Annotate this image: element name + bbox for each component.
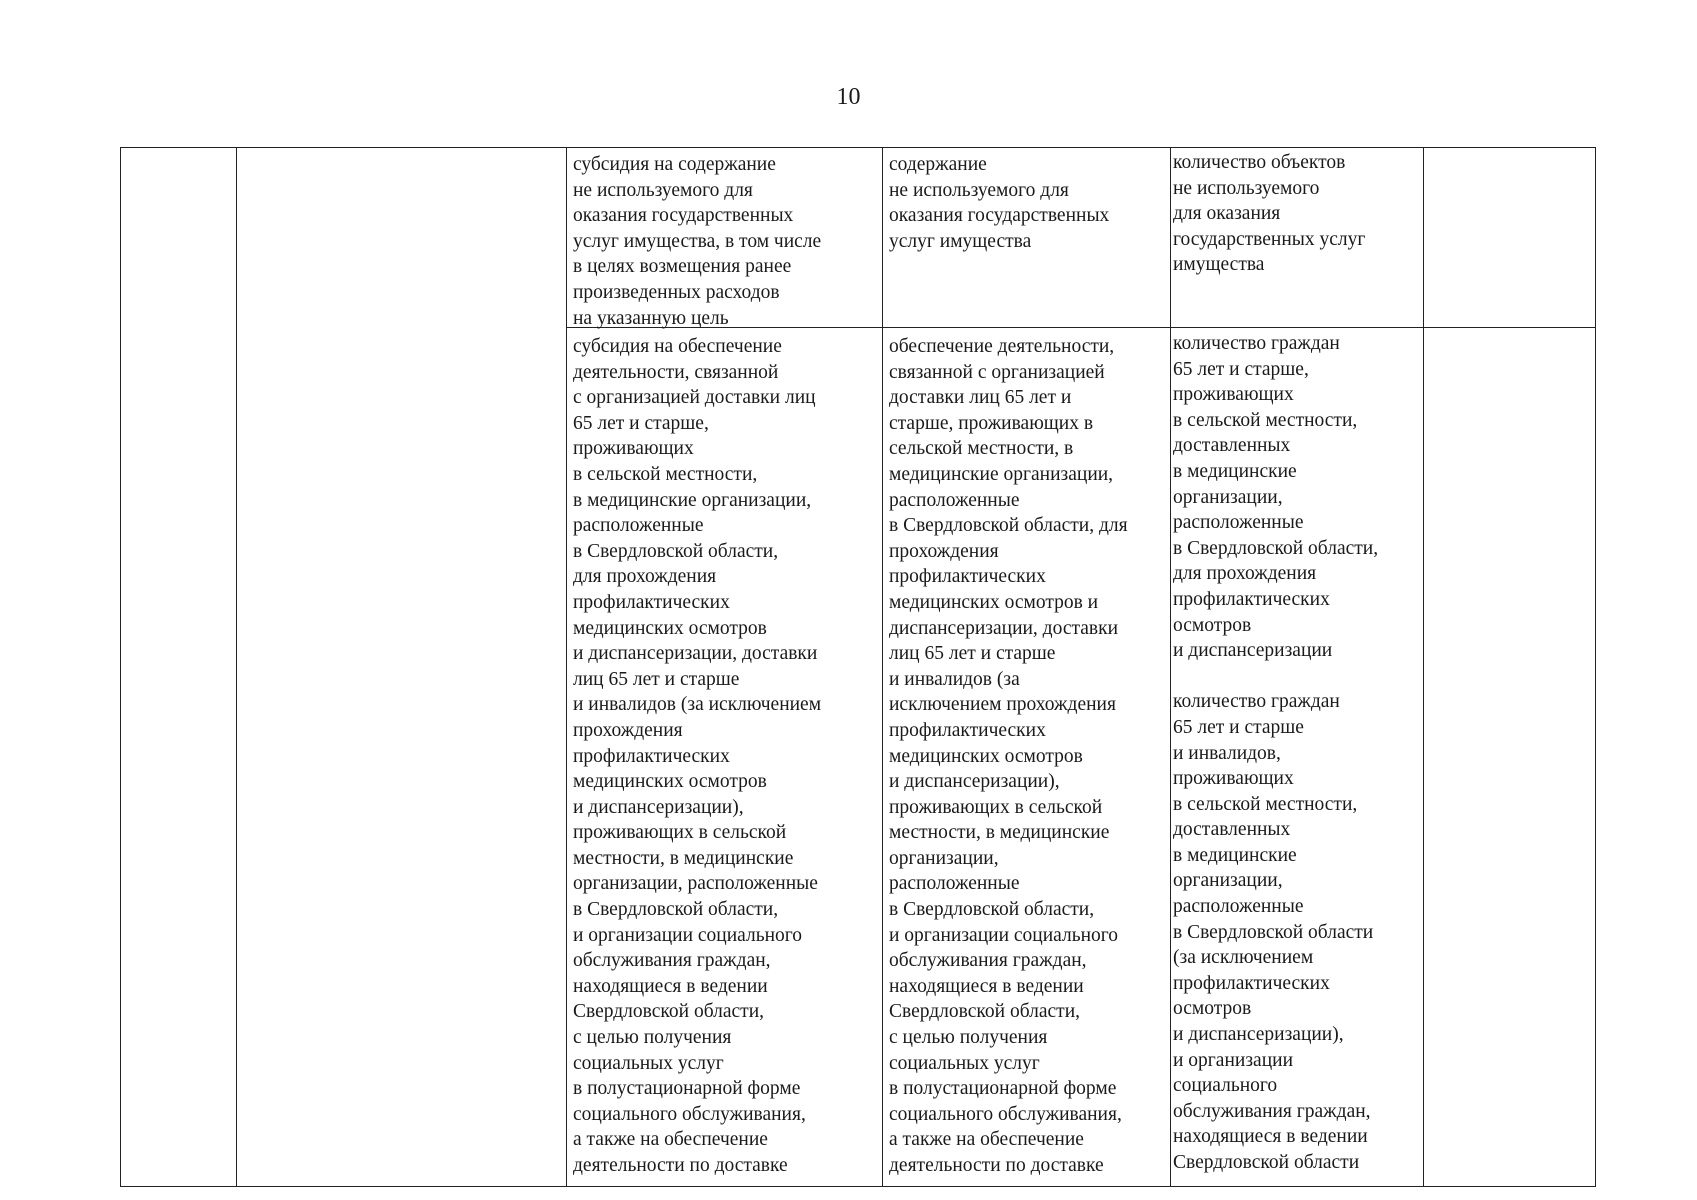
table-cell-indicator: количество граждан 65 лет и старше, проживающих в сельской местности, доставленных в медицинские организации, расположенные в Свердловской области, для прохождения профилактических осмотров и диспансеризации количество граждан 65 лет и старше и инвалидов, проживающих в сельской местности, доставленных в медицинские организации, расположенные в Свердловской области (за исключением профилактических осмотров и диспансеризации), и организации социального обслуживания граждан, находящиеся в ведении Свердловской области <box>1173 333 1379 1173</box>
column-divider <box>1423 148 1424 1186</box>
column-divider <box>236 148 237 1186</box>
table-cell-purpose: содержание не используемого для оказания государственных услуг имущества <box>889 154 1110 252</box>
column-divider <box>882 148 883 1186</box>
subsidy-table <box>120 147 1596 1187</box>
table-cell-subsidy-name: субсидия на обеспечение деятельности, связанной с организацией доставки лиц 65 лет и старше, проживающих в сельской местности, в медицинские организации, расположенные в Свердловской области, для прохождения профилактических медицинских осмотров и диспансеризации, доставки лиц 65 лет и старше и инвалидов (за исключением прохождения профилактических медицинских осмотров и диспансеризации), проживающих в сельской местности, в медицинские организации, расположенные в Свердловской области, и организации социального обслуживания граждан, находящиеся в ведении Свердловской области, с целью получения социальных услуг в полустационарной форме социального обслуживания, а также на обеспечение деятельности по доставке <box>573 336 822 1176</box>
table-cell-indicator: количество объектов не используемого для оказания государственных услуг имущества <box>1173 152 1366 276</box>
page-number: 10 <box>836 84 861 110</box>
column-divider <box>566 148 567 1186</box>
column-divider <box>1170 148 1171 1186</box>
table-cell-subsidy-name: субсидия на содержание не используемого для оказания государственных услуг имущества, в том числе в целях возмещения ранее произведенных расходов на указанную цель <box>573 154 822 329</box>
table-cell-purpose: обеспечение деятельности, связанной с организацией доставки лиц 65 лет и старше, проживающих в сельской местности, в медицинские организации, расположенные в Свердловской области, для прохождения профилактических медицинских осмотров и диспансеризации, доставки лиц 65 лет и старше и инвалидов (за исключением прохождения профилактических медицинских осмотров и диспансеризации), проживающих в сельской местности, в медицинские организации, расположенные в Свердловской области, и организации социального обслуживания граждан, находящиеся в ведении Свердловской области, с целью получения социальных услуг в полустационарной форме социального обслуживания, а также на обеспечение деятельности по доставке <box>889 336 1128 1176</box>
